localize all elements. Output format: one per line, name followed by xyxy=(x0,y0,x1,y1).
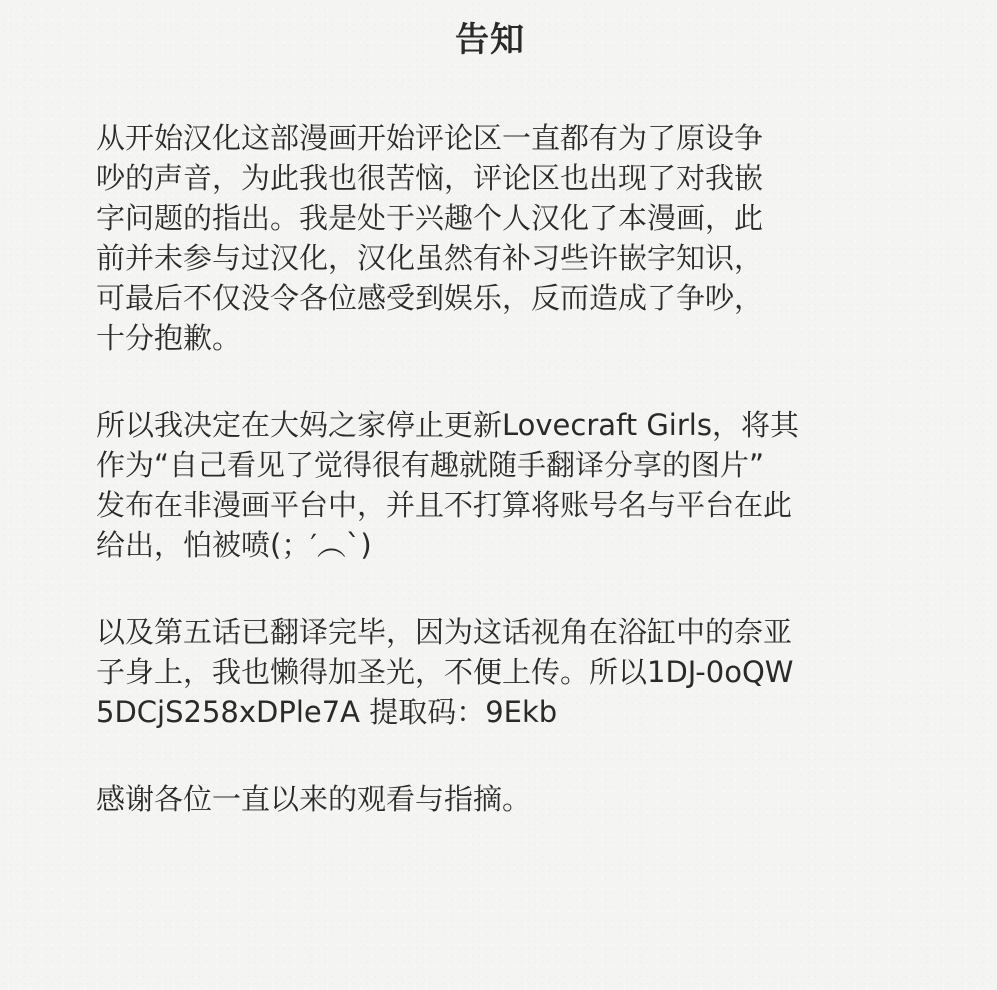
paragraph-thanks xyxy=(96,779,956,819)
text-line: 可最后不仅没令各位感受到娱乐，反而造成了争吵， xyxy=(96,281,764,315)
text-line: 从开始汉化这部漫画开始评论区一直都有为了原设争 xyxy=(96,121,764,155)
paragraph-download-info xyxy=(96,612,956,732)
text-line: 以及第五话已翻译完毕，因为这话视角在浴缸中的奈亚 xyxy=(96,615,793,649)
text-line: 字问题的指出。我是处于兴趣个人汉化了本漫画，此 xyxy=(96,201,764,235)
text-line: 发布在非漫画平台中，并且不打算将账号名与平台在此 xyxy=(96,488,793,522)
text-line: 前并未参与过汉化，汉化虽然有补习些许嵌字知识， xyxy=(96,241,764,275)
text-line: 给出，怕被喷(；′︵`) xyxy=(96,528,372,562)
text-line: 所以我决定在大妈之家停止更新Lovecraft Girls，将其 xyxy=(96,408,799,442)
text-line: 十分抱歉。 xyxy=(96,321,242,355)
paragraph-apology xyxy=(96,118,956,358)
notice-title: 告知 xyxy=(455,20,525,60)
share-code-line: 5DCjS258xDPle7A 提取码：9Ekb xyxy=(96,695,558,729)
paragraph-decision xyxy=(96,405,956,565)
text-line: 作为“自己看见了觉得很有趣就随手翻译分享的图片” xyxy=(96,448,765,482)
text-line: 感谢各位一直以来的观看与指摘。 xyxy=(96,782,532,816)
text-line: 子身上，我也懒得加圣光，不便上传。所以1DJ-0oQW xyxy=(96,655,794,689)
text-line: 吵的声音，为此我也很苦恼，评论区也出现了对我嵌 xyxy=(96,161,764,195)
notice-body xyxy=(96,118,956,866)
